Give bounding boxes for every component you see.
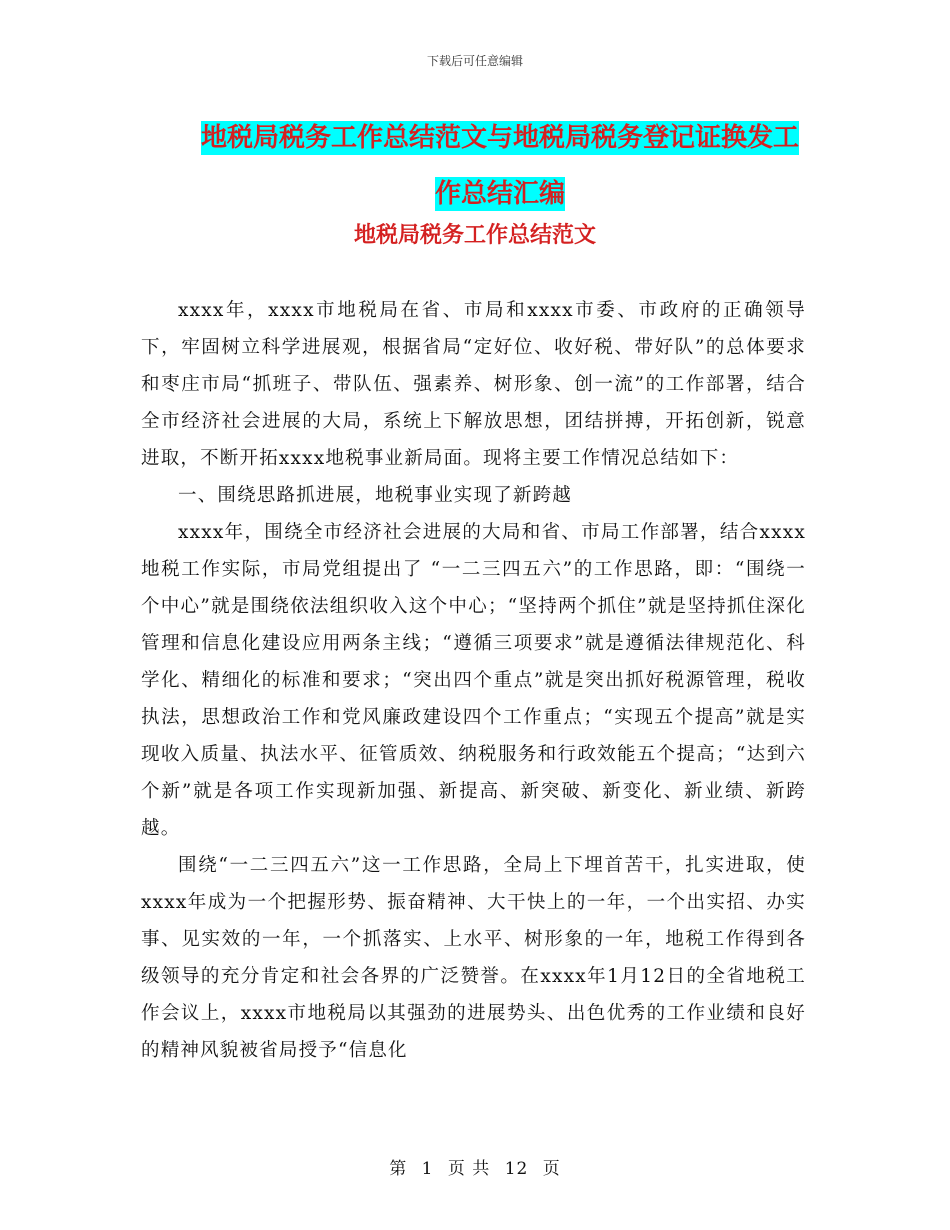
body-text (141, 292, 806, 1069)
document-title-line-1: 地税局税务工作总结范文与地税局税务登记证换发工 (200, 123, 799, 153)
page-header: 下载后可任意编辑 (426, 54, 523, 68)
footer-middle: 页 共 (447, 1159, 491, 1179)
document-title-line-2: 作总结汇编 (434, 179, 565, 209)
document-title (185, 110, 815, 222)
paragraph: xxxx年，xxxx市地税局在省、市局和xxxx市委、市政府的正确领导下，牢固树立科学进展观，根据省局“定好位、收好税、带好队”的总体要求和枣庄市局“抓班子、带队伍、强素养、树形象、创一流”的工作部署，结合全市经济社会进展的大局，系统上下解放思想，团结拼搏，开拓创新，锐意进取，不断开拓xxxx地税事业新局面。现将主要工作情况总结如下： (141, 300, 806, 469)
footer-prefix: 第 (389, 1159, 408, 1179)
paragraph: 围绕“一二三四五六”这一工作思路，全局上下埋首苦干，扎实进取，使xxxx年成为一个把握形势、振奋精神、大干快上的一年，一个出实招、办实事、见实效的一年，一个抓落实、上水平、树形象的一年，地税工作得到各级领导的充分肯定和社会各界的广泛赞誉。在xxxx年1月12日的全省地税工作会议上，xxxx市地税局以其强劲的进展势头、出色优秀的工作业绩和良好的精神风貌被省局授予“信息化 (141, 855, 806, 1061)
page-footer (0, 1154, 950, 1179)
paragraph-heading: 一、围绕思路抓进展，地税事业实现了新跨越 (178, 485, 573, 506)
page-number: 1 (421, 1159, 434, 1179)
paragraph: xxxx年，围绕全市经济社会进展的大局和省、市局工作部署，结合xxxx地税工作实际，市局党组提出了 “一二三四五六”的工作思路，即：“围绕一个中心”就是围绕依法组织收入这个中心；“坚持两个抓住”就是坚持抓住深化管理和信息化建设应用两条主线；“遵循三项要求”就是遵循法律规范化、科学化、精细化的标准和要求；“突出四个重点”就是突出抓好税源管理，税收执法，思想政治工作和党风廉政建设四个工作重点；“实现五个提高”就是实现收入质量、执法水平、征管质效、纳税服务和行政效能五个提高；“达到六个新”就是各项工作实现新加强、新提高、新突破、新变化、新业绩、新跨越。 (141, 522, 806, 839)
page-total: 12 (504, 1159, 529, 1179)
footer-suffix: 页 (542, 1159, 561, 1179)
section-title: 地税局税务工作总结范文 (353, 222, 596, 248)
